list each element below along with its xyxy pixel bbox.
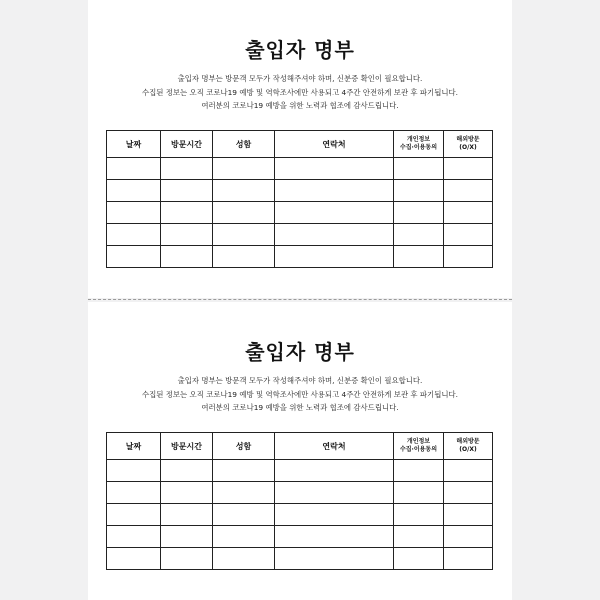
entry-cell[interactable] bbox=[444, 202, 493, 224]
entry-cell[interactable] bbox=[394, 224, 444, 246]
form-title: 출입자 명부 bbox=[245, 38, 355, 62]
visitor-log-table bbox=[106, 130, 493, 268]
entry-cell[interactable] bbox=[161, 460, 213, 482]
form-title: 출입자 명부 bbox=[245, 340, 355, 364]
entry-cell[interactable] bbox=[213, 504, 275, 526]
column-header-contact: 연락처 bbox=[275, 131, 394, 158]
column-header-visit-time: 방문시간 bbox=[161, 433, 213, 460]
entry-cell[interactable] bbox=[107, 246, 161, 268]
entry-cell[interactable] bbox=[107, 224, 161, 246]
column-header-privacy-consent bbox=[394, 433, 444, 460]
entry-cell[interactable] bbox=[275, 224, 394, 246]
header-line: 수집·이용동의 bbox=[399, 144, 438, 151]
entry-cell[interactable] bbox=[213, 202, 275, 224]
entry-cell[interactable] bbox=[107, 460, 161, 482]
entry-cell[interactable] bbox=[275, 246, 394, 268]
notice-line: 여러분의 코로나19 예방을 위한 노력과 협조에 감사드립니다. bbox=[201, 403, 399, 412]
entry-cell[interactable] bbox=[444, 224, 493, 246]
entry-cell[interactable] bbox=[275, 526, 394, 548]
entry-cell[interactable] bbox=[213, 548, 275, 570]
notice-line: 출입자 명부는 방문객 모두가 작성해주셔야 하며, 신분증 확인이 필요합니다. bbox=[177, 74, 423, 83]
entry-cell[interactable] bbox=[213, 224, 275, 246]
entry-cell[interactable] bbox=[107, 526, 161, 548]
column-header-contact: 연락처 bbox=[275, 433, 394, 460]
entry-cell[interactable] bbox=[161, 202, 213, 224]
header-line: 개인정보 bbox=[406, 438, 431, 445]
entry-cell[interactable] bbox=[213, 180, 275, 202]
entry-cell[interactable] bbox=[444, 246, 493, 268]
header-line: 수집·이용동의 bbox=[399, 446, 438, 453]
column-header-name: 성함 bbox=[213, 131, 275, 158]
column-header-date: 날짜 bbox=[107, 433, 161, 460]
column-header-date: 날짜 bbox=[107, 131, 161, 158]
cut-line-divider bbox=[88, 299, 512, 300]
entry-cell[interactable] bbox=[394, 180, 444, 202]
entry-cell[interactable] bbox=[107, 158, 161, 180]
table-row bbox=[107, 158, 493, 180]
table-row bbox=[107, 224, 493, 246]
entry-cell[interactable] bbox=[394, 526, 444, 548]
entry-cell[interactable] bbox=[107, 202, 161, 224]
form-notice bbox=[88, 374, 512, 415]
entry-cell[interactable] bbox=[161, 158, 213, 180]
notice-line: 수집된 정보는 오직 코로나19 예방 및 역학조사에만 사용되고 4주간 안전하게 보관 후 파기됩니다. bbox=[142, 87, 458, 97]
entry-cell[interactable] bbox=[161, 526, 213, 548]
entry-cell[interactable] bbox=[444, 526, 493, 548]
entry-cell[interactable] bbox=[394, 482, 444, 504]
entry-cell[interactable] bbox=[161, 246, 213, 268]
visitor-log-form bbox=[88, 0, 512, 298]
entry-cell[interactable] bbox=[161, 224, 213, 246]
entry-cell[interactable] bbox=[394, 548, 444, 570]
table-row bbox=[107, 526, 493, 548]
entry-cell[interactable] bbox=[394, 460, 444, 482]
header-line: 해외방문 bbox=[456, 136, 480, 143]
entry-cell[interactable] bbox=[444, 158, 493, 180]
header-line: (O/X) bbox=[459, 144, 477, 151]
header-line: 해외방문 bbox=[456, 438, 480, 445]
table-header-row bbox=[107, 131, 493, 158]
header-line: 개인정보 bbox=[406, 136, 431, 143]
table-body bbox=[107, 460, 493, 570]
entry-cell[interactable] bbox=[213, 246, 275, 268]
column-header-overseas-visit bbox=[444, 131, 493, 158]
entry-cell[interactable] bbox=[213, 158, 275, 180]
entry-cell[interactable] bbox=[444, 482, 493, 504]
table-row bbox=[107, 180, 493, 202]
header-line: (O/X) bbox=[459, 446, 477, 453]
table-row bbox=[107, 504, 493, 526]
column-header-visit-time: 방문시간 bbox=[161, 131, 213, 158]
form-sheet-bottom bbox=[88, 302, 512, 600]
table-row bbox=[107, 202, 493, 224]
notice-line: 수집된 정보는 오직 코로나19 예방 및 역학조사에만 사용되고 4주간 안전하게 보관 후 파기됩니다. bbox=[142, 389, 458, 399]
visitor-log-form bbox=[88, 302, 512, 600]
entry-cell[interactable] bbox=[444, 548, 493, 570]
entry-cell[interactable] bbox=[394, 246, 444, 268]
entry-cell[interactable] bbox=[107, 504, 161, 526]
entry-cell[interactable] bbox=[161, 548, 213, 570]
entry-cell[interactable] bbox=[107, 482, 161, 504]
column-header-overseas-visit bbox=[444, 433, 493, 460]
entry-cell[interactable] bbox=[275, 460, 394, 482]
entry-cell[interactable] bbox=[107, 548, 161, 570]
entry-cell[interactable] bbox=[161, 504, 213, 526]
entry-cell[interactable] bbox=[107, 180, 161, 202]
table-body bbox=[107, 158, 493, 268]
table-header-row bbox=[107, 433, 493, 460]
entry-cell[interactable] bbox=[275, 158, 394, 180]
entry-cell[interactable] bbox=[275, 548, 394, 570]
entry-cell[interactable] bbox=[161, 482, 213, 504]
column-header-privacy-consent bbox=[394, 131, 444, 158]
entry-cell[interactable] bbox=[444, 460, 493, 482]
table-row bbox=[107, 482, 493, 504]
entry-cell[interactable] bbox=[213, 482, 275, 504]
notice-line: 여러분의 코로나19 예방을 위한 노력과 협조에 감사드립니다. bbox=[201, 101, 399, 110]
form-sheet-top bbox=[88, 0, 512, 298]
entry-cell[interactable] bbox=[213, 460, 275, 482]
entry-cell[interactable] bbox=[444, 504, 493, 526]
entry-cell[interactable] bbox=[394, 202, 444, 224]
entry-cell[interactable] bbox=[394, 158, 444, 180]
entry-cell[interactable] bbox=[275, 482, 394, 504]
entry-cell[interactable] bbox=[275, 180, 394, 202]
column-header-name: 성함 bbox=[213, 433, 275, 460]
entry-cell[interactable] bbox=[275, 504, 394, 526]
entry-cell[interactable] bbox=[444, 180, 493, 202]
entry-cell[interactable] bbox=[213, 526, 275, 548]
table-row bbox=[107, 548, 493, 570]
entry-cell[interactable] bbox=[275, 202, 394, 224]
entry-cell[interactable] bbox=[394, 504, 444, 526]
notice-line: 출입자 명부는 방문객 모두가 작성해주셔야 하며, 신분증 확인이 필요합니다. bbox=[177, 376, 423, 385]
table-row bbox=[107, 460, 493, 482]
visitor-log-table bbox=[106, 432, 493, 570]
form-notice bbox=[88, 72, 512, 113]
table-row bbox=[107, 246, 493, 268]
entry-cell[interactable] bbox=[161, 180, 213, 202]
